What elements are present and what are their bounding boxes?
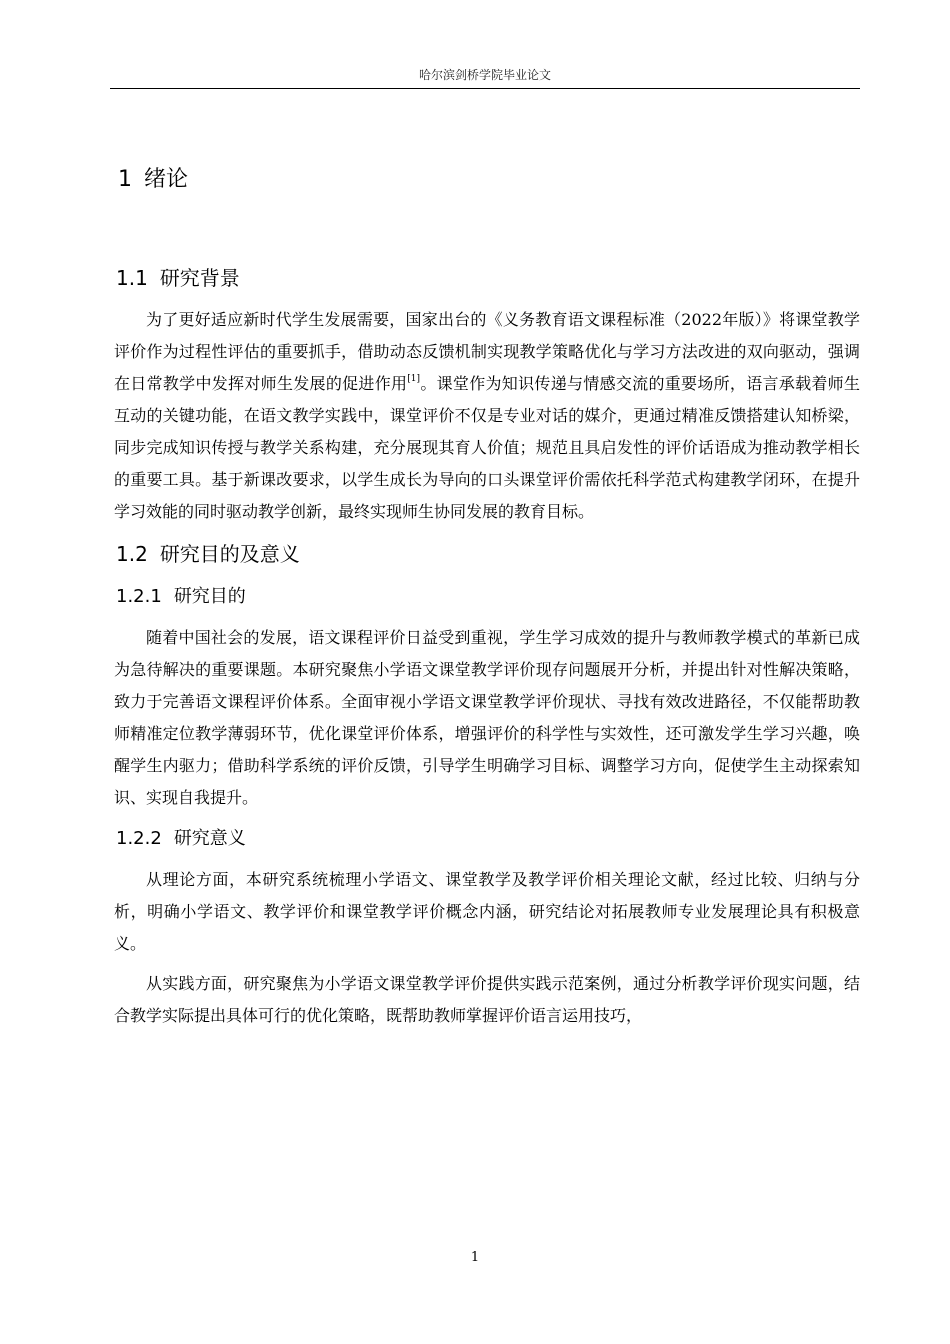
subsection-heading-1-2-1	[116, 580, 860, 614]
running-header: 哈尔滨剑桥学院毕业论文	[418, 68, 551, 82]
header-rule	[110, 88, 860, 89]
section-title: 研究背景	[159, 266, 240, 290]
subsection-number: 1.2.1	[116, 586, 162, 607]
chapter-number: 1	[118, 167, 132, 192]
section-number: 1.1	[116, 266, 148, 290]
subsection-heading-1-2-2	[116, 822, 860, 856]
subsection-title: 研究目的	[173, 586, 246, 607]
paragraph-practice: 从实践方面，研究聚焦为小学语文课堂教学评价提供实践示范案例，通过分析教学评价现实问题，结合教学实际提出具体可行的优化策略，既帮助教师掌握评价语言运用技巧，	[114, 974, 860, 1025]
chapter-title: 绪论	[144, 167, 189, 192]
subsection-number: 1.2.2	[116, 828, 162, 849]
section-heading-1-1	[116, 260, 860, 296]
page-number: 1	[470, 1250, 480, 1265]
chapter-heading	[118, 160, 860, 200]
page-body	[114, 160, 860, 1040]
citation-ref: [1]	[407, 374, 421, 384]
paragraph-background	[114, 304, 860, 528]
section-number: 1.2	[116, 542, 148, 566]
section-heading-1-2	[116, 536, 860, 572]
paragraph-text: 为了更好适应新时代学生发展需要，国家出台的《义务教育语文课程标准（2022年版）》将课堂教学评价作为过程性评估的重要抓手，借助动态反馈机制实现教学策略优化与学习方法改进的双向驱动，强调在日常教学中发挥对师生发展的促进作用	[114, 310, 860, 393]
subsection-title: 研究意义	[173, 828, 246, 849]
paragraph-theory: 从理论方面，本研究系统梳理小学语文、课堂教学及教学评价相关理论文献，经过比较、归纳与分析，明确小学语文、教学评价和课堂教学评价概念内涵，研究结论对拓展教师专业发展理论具有积极意义。	[114, 870, 860, 953]
paragraph-purpose: 随着中国社会的发展，语文课程评价日益受到重视，学生学习成效的提升与教师教学模式的革新已成为急待解决的重要课题。本研究聚焦小学语文课堂教学评价现存问题展开分析，并提出针对性解决策略，致力于完善语文课程评价体系。全面审视小学语文课堂教学评价现状、寻找有效改进路径，不仅能帮助教师精准定位教学薄弱环节，优化课堂评价体系，增强评价的科学性与实效性，还可激发学生学习兴趣，唤醒学生内驱力；借助科学系统的评价反馈，引导学生明确学习目标、调整学习方向，促使学生主动探索知识、实现自我提升。	[114, 628, 860, 807]
paragraph-text: 。课堂作为知识传递与情感交流的重要场所，语言承载着师生互动的关键功能，在语文教学实践中，课堂评价不仅是专业对话的媒介，更通过精准反馈搭建认知桥梁，同步完成知识传授与教学关系构建，充分展现其育人价值；规范且具启发性的评价话语成为推动教学相长的重要工具。基于新课改要求，以学生成长为导向的口头课堂评价需依托科学范式构建教学闭环，在提升学习效能的同时驱动教学创新，最终实现师生协同发展的教育目标。	[114, 374, 860, 521]
section-title: 研究目的及意义	[159, 542, 300, 566]
